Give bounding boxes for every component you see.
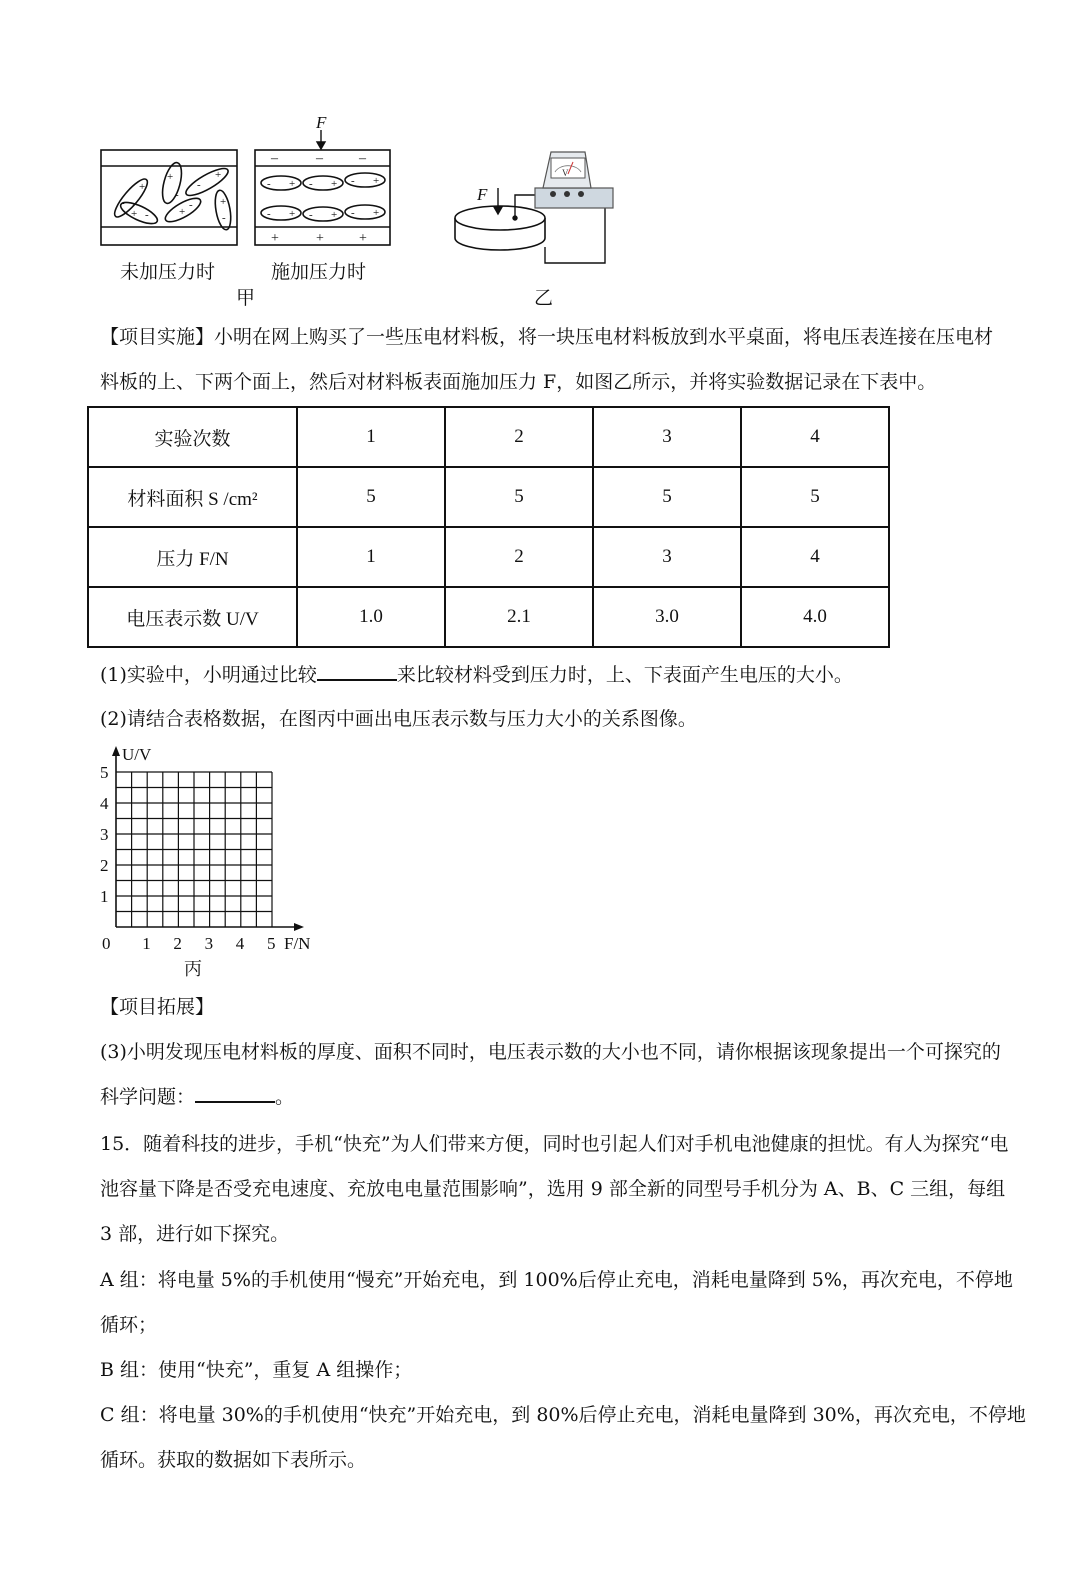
force-arrow-disc: [494, 188, 502, 214]
q3-answer-blank[interactable]: [195, 1083, 275, 1103]
svg-text:+: +: [167, 171, 174, 183]
row-header: 压力 F/N: [88, 527, 297, 587]
q1-text-before: (1)实验中，小明通过比较: [100, 664, 317, 686]
q1-answer-blank[interactable]: [317, 661, 397, 681]
svg-text:-: -: [145, 209, 149, 221]
x-tick-label: 0: [102, 934, 111, 953]
problem15-line2: 池容量下降是否受充电速度、充放电电量范围影响”，选用 9 部全新的同型号手机分为 A、B、C 三组，每组: [100, 1178, 1006, 1200]
svg-text:-: -: [309, 178, 313, 190]
svg-text:-: -: [309, 209, 313, 221]
q3-text-after: 。: [275, 1086, 295, 1108]
svg-text:-: -: [267, 178, 271, 190]
table-cell: 2: [445, 527, 593, 587]
svg-text:-: -: [197, 179, 201, 191]
chart-grid: [116, 772, 272, 927]
svg-text:-: -: [351, 207, 355, 219]
table-cell: 3.0: [593, 587, 741, 647]
piezo-disc: [455, 206, 545, 250]
svg-text:+: +: [373, 207, 380, 219]
groupA-line1: A 组：将电量 5%的手机使用“慢充”开始充电，到 100%后停止充电，消耗电量降到 5%，再次充电，不停地: [100, 1269, 1013, 1291]
y-tick-label: 2: [100, 856, 109, 875]
q1-text-after: 来比较材料受到压力时，上、下表面产生电压的大小。: [396, 664, 853, 686]
svg-text:+: +: [220, 196, 227, 208]
table-cell: 1: [297, 407, 445, 467]
x-tick-label: 4: [235, 934, 245, 953]
chart-axes: [112, 746, 304, 931]
groupA-line2: 循环；: [100, 1314, 158, 1336]
table-cell: 4: [741, 407, 889, 467]
q3-text-before: 科学问题：: [100, 1086, 196, 1108]
question-2: (2)请结合表格数据，在图丙中画出电压表示数与压力大小的关系图像。: [100, 708, 697, 730]
svg-text:-: -: [189, 199, 193, 211]
table-cell: 5: [741, 467, 889, 527]
x-tick-label: 2: [173, 934, 182, 953]
caption-loaded: 施加压力时: [271, 261, 367, 283]
question-3-line2: [100, 1075, 1060, 1120]
table-cell: 4.0: [741, 587, 889, 647]
table-row: [88, 467, 889, 527]
voltmeter-symbol: V: [562, 168, 569, 178]
experiment-table: [87, 406, 890, 648]
svg-text:-: -: [222, 212, 226, 224]
svg-text:+: +: [139, 181, 146, 193]
svg-text:+: +: [271, 231, 279, 246]
svg-text:+: +: [331, 178, 338, 190]
table-row: [88, 407, 889, 467]
extension-title: 【项目拓展】: [100, 996, 215, 1018]
svg-text:+: +: [215, 169, 222, 181]
chart-bing[interactable]: [92, 745, 342, 985]
caption-unloaded: 未加压力时: [120, 261, 216, 283]
y-tick-label: 5: [100, 763, 109, 782]
svg-text:+: +: [289, 178, 296, 190]
project-impl-line1: 【项目实施】小明在网上购买了一些压电材料板，将一块压电材料板放到水平桌面，将电压表连接在压电材: [100, 326, 994, 348]
problem15-line1: 15．随着科技的进步，手机“快充”为人们带来方便，同时也引起人们对手机电池健康的担忧。有人为探究“电: [100, 1133, 1009, 1155]
project-impl-line2: 料板的上、下两个面上，然后对材料板表面施加压力 F，如图乙所示，并将实验数据记录在下表中。: [100, 371, 937, 393]
caption-yi: 乙: [534, 287, 554, 309]
table-cell: 2.1: [445, 587, 593, 647]
groupC-line1: C 组：将电量 30%的手机使用“快充”开始充电，到 80%后停止充电，消耗电量降到 30%，再次充电，不停地: [100, 1404, 1026, 1426]
svg-text:+: +: [373, 175, 380, 187]
svg-text:–: –: [359, 151, 366, 166]
table-row: [88, 587, 889, 647]
chart-ylabel: U/V: [122, 745, 152, 764]
svg-text:–: –: [316, 151, 323, 166]
svg-text:–: –: [271, 151, 278, 166]
table-cell: 1: [297, 527, 445, 587]
table-cell: 5: [593, 467, 741, 527]
svg-text:-: -: [267, 208, 271, 220]
svg-text:+: +: [316, 231, 324, 246]
table-cell: 3: [593, 527, 741, 587]
force-label-disc: F: [477, 185, 488, 204]
x-tick-label: 1: [142, 934, 151, 953]
chart-title: 丙: [184, 959, 202, 979]
force-label-panel: F: [316, 113, 327, 132]
y-axis-arrow: [112, 746, 120, 756]
y-tick-label: 3: [100, 825, 109, 844]
svg-text:-: -: [175, 189, 179, 201]
svg-text:-: -: [121, 197, 125, 209]
svg-text:+: +: [179, 206, 186, 218]
question-3-line1: (3)小明发现压电材料板的厚度、面积不同时，电压表示数的大小也不同，请你根据该现象提出一个可探究的: [100, 1041, 1001, 1063]
svg-text:+: +: [359, 231, 367, 246]
svg-text:-: -: [351, 175, 355, 187]
x-tick-label: 3: [204, 934, 214, 953]
y-tick-label: 1: [100, 887, 109, 906]
caption-jia: 甲: [236, 287, 256, 309]
table-cell: 3: [593, 407, 741, 467]
table-cell: 5: [445, 467, 593, 527]
x-axis-arrow: [294, 923, 304, 931]
y-tick-label: 4: [100, 794, 109, 813]
chart-xlabel: F/N: [284, 934, 311, 953]
force-arrow-panel: [317, 130, 325, 149]
voltmeter-icon: [535, 152, 613, 208]
svg-text:+: +: [131, 208, 138, 220]
problem15-line3: 3 部，进行如下探究。: [100, 1223, 290, 1245]
table-cell: 1.0: [297, 587, 445, 647]
row-header: 电压表示数 U/V: [88, 587, 297, 647]
x-tick-label: 5: [267, 934, 276, 953]
chart-ticks: [100, 763, 276, 953]
table-cell: 2: [445, 407, 593, 467]
groupB: B 组：使用“快充”，重复 A 组操作；: [100, 1359, 413, 1381]
question-1: [100, 653, 1060, 698]
table-cell: 5: [297, 467, 445, 527]
row-header: 材料面积 S /cm²: [88, 467, 297, 527]
panel-unloaded-charges: [121, 169, 226, 224]
groupC-line2: 循环。获取的数据如下表所示。: [100, 1449, 367, 1471]
row-header: 实验次数: [88, 407, 297, 467]
svg-text:+: +: [289, 208, 296, 220]
svg-text:+: +: [331, 209, 338, 221]
table-row: [88, 527, 889, 587]
table-cell: 4: [741, 527, 889, 587]
